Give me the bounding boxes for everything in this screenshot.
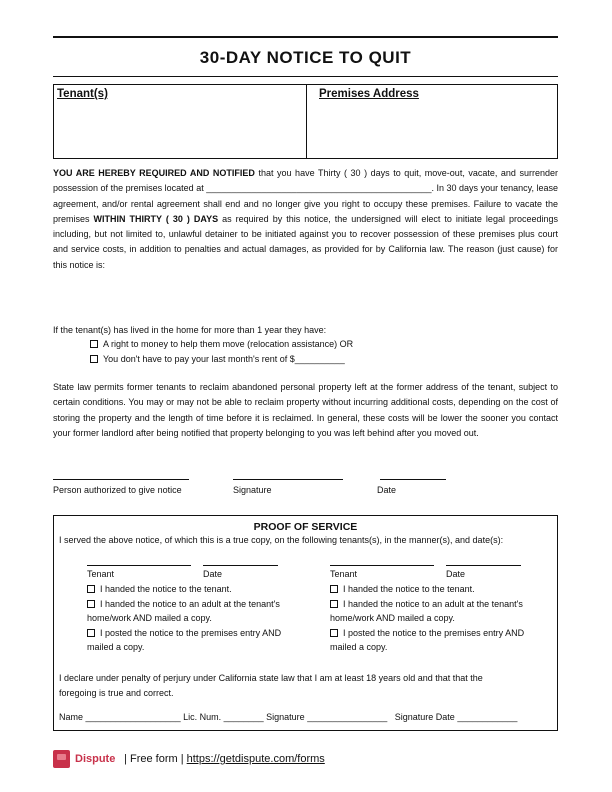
proof-of-service-box bbox=[53, 515, 558, 731]
footer-link[interactable]: https://getdispute.com/forms bbox=[186, 753, 325, 765]
notice-intro: YOU ARE HEREBY REQUIRED AND NOTIFIED bbox=[53, 168, 255, 178]
checkbox-icon[interactable] bbox=[87, 600, 95, 608]
proof-title: PROOF OF SERVICE bbox=[253, 521, 358, 533]
proof-option-3-cont: mailed a copy. bbox=[330, 642, 388, 652]
relocation-option-1[interactable] bbox=[90, 339, 353, 349]
proof-left-option-2[interactable] bbox=[87, 599, 280, 609]
notice-paragraph bbox=[53, 166, 558, 273]
date-label: Date bbox=[377, 485, 397, 495]
date-label-left: Date bbox=[203, 569, 223, 579]
person-signature-line[interactable] bbox=[53, 479, 189, 480]
proof-option-2-label: I handed the notice to an adult at the tenant's bbox=[100, 599, 280, 609]
tenant-line-left[interactable] bbox=[87, 565, 191, 566]
proof-option-3-label: I posted the notice to the premises entry AND bbox=[343, 628, 525, 638]
checkbox-icon[interactable] bbox=[90, 340, 98, 348]
tenant-label-left: Tenant bbox=[87, 569, 115, 579]
premises-label: Premises Address bbox=[319, 88, 419, 100]
tenant-line-right[interactable] bbox=[330, 565, 434, 566]
dispute-logo-icon bbox=[53, 750, 70, 768]
page-title: 30-DAY NOTICE TO QUIT bbox=[199, 48, 412, 67]
tenant-label-right: Tenant bbox=[330, 569, 358, 579]
proof-left-option-3[interactable] bbox=[87, 628, 281, 638]
checkbox-icon[interactable] bbox=[87, 585, 95, 593]
person-label: Person authorized to give notice bbox=[53, 485, 182, 495]
declaration-line-1: I declare under penalty of perjury under California state law that I am at least 18 years old and that that the bbox=[59, 673, 483, 683]
checkbox-icon[interactable] bbox=[330, 600, 338, 608]
proof-intro: I served the above notice, of which this is a true copy, on the following tenants(s), in the manner(s), and date(s): bbox=[59, 535, 504, 545]
signature-line[interactable] bbox=[233, 479, 343, 480]
proof-option-2-cont: home/work AND mailed a copy. bbox=[87, 613, 212, 623]
declaration-line-2: foregoing is true and correct. bbox=[59, 688, 174, 698]
proof-option-2-label: I handed the notice to an adult at the tenant's bbox=[343, 599, 523, 609]
proof-right-option-1[interactable] bbox=[330, 584, 475, 594]
proof-option-2-cont: home/work AND mailed a copy. bbox=[330, 613, 455, 623]
notice-text-1: that you have Thirty ( 30 ) days to quit, move-out, vacate, and surrender possession of the premises located at _____________________________________________. In 30 days your tenancy, lease agreement, and/or rental agreement shall end and no longer give you right to occupy these premises. Failure to vacate the premises bbox=[53, 168, 558, 224]
tenants-label: Tenant(s) bbox=[57, 88, 108, 100]
footer-brand: Dispute bbox=[75, 753, 116, 765]
proof-option-3-cont: mailed a copy. bbox=[87, 642, 145, 652]
property-paragraph: State law permits former tenants to reclaim abandoned personal property left at the former address of the tenant, subject to certain conditions. You may or may not be able to reclaim property without incurring additional costs, depending on the cost of storing the property and the length of time before it is reclaimed. In general, these costs will be lower the sooner you contact your former landlord after being notified that property belonging to you was left behind after you moved out. bbox=[53, 382, 558, 438]
checkbox-icon[interactable] bbox=[330, 585, 338, 593]
date-line-right[interactable] bbox=[446, 565, 521, 566]
date-label-right: Date bbox=[446, 569, 466, 579]
relocation-option-2-label: You don't have to pay your last month's rent of $__________ bbox=[103, 354, 345, 364]
footer-text-group bbox=[121, 753, 325, 765]
proof-right-option-3[interactable] bbox=[330, 628, 524, 638]
notice-bold-2: WITHIN THIRTY ( 30 ) DAYS bbox=[93, 213, 219, 224]
proof-sign-row[interactable]: Name ___________________ Lic. Num. ________ Signature ________________ Signature Date ____________ bbox=[59, 712, 518, 722]
relocation-option-1-label: A right to money to help them move (relocation assistance) OR bbox=[103, 339, 354, 349]
proof-right-option-2[interactable] bbox=[330, 599, 523, 609]
header-divider bbox=[306, 85, 307, 158]
checkbox-icon[interactable] bbox=[87, 629, 95, 637]
checkbox-icon[interactable] bbox=[330, 629, 338, 637]
top-rule bbox=[53, 36, 558, 38]
proof-option-1-label: I handed the notice to the tenant. bbox=[343, 584, 475, 594]
signature-label: Signature bbox=[233, 485, 272, 495]
proof-left-option-1[interactable] bbox=[87, 584, 232, 594]
relocation-option-2[interactable] bbox=[90, 354, 345, 364]
date-line-left[interactable] bbox=[203, 565, 278, 566]
notice-text-2: as required by this notice, the undersigned will elect to initiate legal proceedings including, but not limited to, unlawful detainer to be initiated against you to recover possession of these premises plus court and service costs, in addition to penalties and actual damages, as provided for by California law. The reason (just cause) for this notice is: bbox=[53, 213, 558, 270]
footer-text: | Free form | bbox=[121, 753, 187, 765]
checkbox-icon[interactable] bbox=[90, 355, 98, 363]
proof-option-3-label: I posted the notice to the premises entry AND bbox=[100, 628, 282, 638]
proof-option-1-label: I handed the notice to the tenant. bbox=[100, 584, 232, 594]
date-line[interactable] bbox=[380, 479, 446, 480]
relocation-intro: If the tenant(s) has lived in the home for more than 1 year they have: bbox=[53, 325, 327, 335]
title-rule bbox=[53, 76, 558, 77]
header-box bbox=[53, 84, 558, 159]
